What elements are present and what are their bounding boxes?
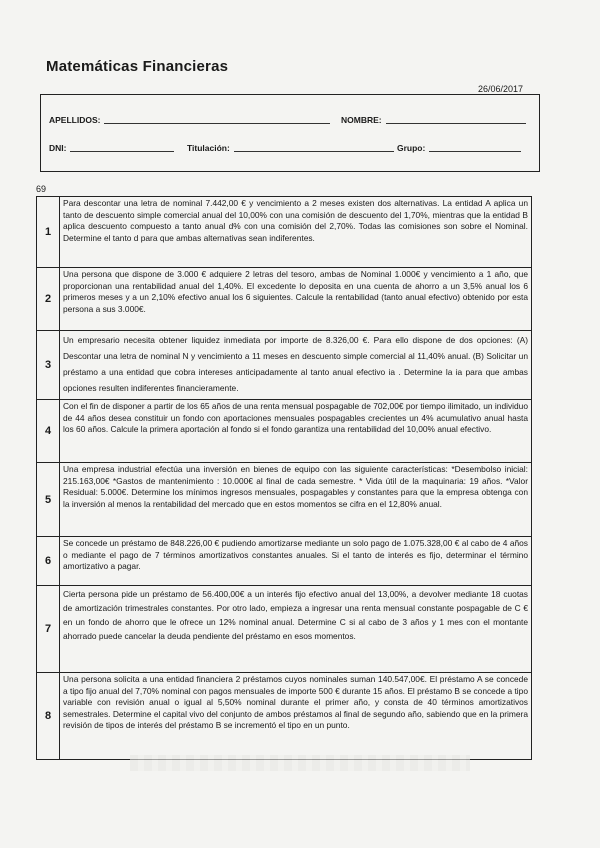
question-text: Una persona que dispone de 3.000 € adquiere 2 letras del tesoro, ambas de Nominal 1.000€ y vencimiento a 1 año, que proporcionan una rentabilidad anual del 1,40%. El excedente lo deposita en una cuenta de ahorro a un 3,5% anual los 6 primeros meses y a un 2,10% efectivo anual los 6 siguientes. Calcule la rentabilidad (tanto anual efectivo) obtenido por esta persona a sus 3.000€. <box>60 268 532 331</box>
nombre-label: NOMBRE: <box>341 115 382 125</box>
nombre-field[interactable] <box>386 115 526 124</box>
dni-label: DNI: <box>49 143 67 153</box>
apellidos-label: APELLIDOS: <box>49 115 101 125</box>
question-text: Se concede un préstamo de 848.226,00 € pudiendo amortizarse mediante un solo pago de 1.075.328,00 € al cabo de 4 años o mediante el pago de 7 términos amortizativos constantes anuales. Si el tanto de interés es fijo, determinar el término amortizativo a pagar. <box>60 537 532 586</box>
grupo-label: Grupo: <box>397 143 426 153</box>
questions-table <box>36 196 532 760</box>
student-info-box <box>40 94 540 172</box>
question-number: 4 <box>37 400 60 463</box>
table-row <box>37 537 532 586</box>
question-text: Una empresa industrial efectúa una inversión en bienes de equipo con las siguiente características: *Desembolso inicial: 215.163,00€ *Gastos de mantenimiento : 10.000€ al final de cada semestre. * Vida útil de la maquinaria: 19 años. *Valor Residual: 5.000€. Determine los mínimos ingresos mensuales, pospagables y constantes para que la empresa obtenga con la inversión al menos la rentabilidad del mercado que en estos momentos se cifra en el 12,80% anual. <box>60 463 532 537</box>
question-text: Para descontar una letra de nominal 7.442,00 € y vencimiento a 2 meses existen dos alternativas. La entidad A aplica un tanto de descuento simple comercial anual del 10,00% con una comisión de descuento del 1,70%, mientras que la entidad B aplica descuento compuesto a tanto anual d% con una comisión del 2,70%. Todas las comisiones son sobre el Nominal. Determine el tanto d para que ambas alternativas sean indiferentes. <box>60 197 532 268</box>
grupo-line <box>397 143 525 153</box>
table-row <box>37 400 532 463</box>
question-number: 7 <box>37 586 60 673</box>
grupo-field[interactable] <box>429 143 521 152</box>
question-number: 8 <box>37 673 60 760</box>
page-number: 69 <box>36 184 47 194</box>
table-row <box>37 463 532 537</box>
question-text: Cierta persona pide un préstamo de 56.400,00€ a un interés fijo efectivo anual del 13,00%, a devolver mediante 18 cuotas de amortización trimestrales constantes. Por otro lado, empieza a ingresar una renta mensual constante pospagable de C € en un fondo de ahorro que le ofrece un 12% nominal anual. Determine C si al cabo de 3 años y 1 mes con el montante ahorrado puede cancelar la deuda pendiente del préstamo en esos momentos. <box>60 586 532 673</box>
question-text: Con el fin de disponer a partir de los 65 años de una renta mensual pospagable de 702,00€ por tiempo ilimitado, un individuo de 44 años desea constituir un fondo con aportaciones mensuales pospagables crecientes un 4% acumulativo anual hasta los 60 años. Calcule la primera aportación al fondo si el fondo garantiza una rentabilidad del 10,00% anual efectivo. <box>60 400 532 463</box>
question-number: 6 <box>37 537 60 586</box>
question-number: 5 <box>37 463 60 537</box>
apellidos-line <box>49 115 334 125</box>
nombre-line <box>341 115 530 125</box>
table-row <box>37 268 532 331</box>
table-row <box>37 331 532 400</box>
question-number: 3 <box>37 331 60 400</box>
titulacion-field[interactable] <box>234 143 394 152</box>
scan-artifact <box>130 755 470 771</box>
table-row <box>37 586 532 673</box>
table-row <box>37 673 532 760</box>
dni-line <box>49 143 178 153</box>
question-number: 1 <box>37 197 60 268</box>
titulacion-label: Titulación: <box>187 143 230 153</box>
titulacion-line <box>187 143 398 153</box>
question-number: 2 <box>37 268 60 331</box>
dni-field[interactable] <box>70 143 174 152</box>
question-text: Un empresario necesita obtener liquidez inmediata por importe de 8.326,00 €. Para ello dispone de dos opciones: (A) Descontar una letra de nominal N y vencimiento a 11 meses en descuento simple comercial al 11,40% anual. (B) Solicitar un préstamo a una entidad que cobra intereses anticipadamente al tanto anual efectivo ia . Determine la ia para que ambas opciones resulten indiferentes financieramente. <box>60 331 532 400</box>
exam-title: Matemáticas Financieras <box>46 58 229 75</box>
apellidos-field[interactable] <box>104 115 330 124</box>
table-row <box>37 197 532 268</box>
exam-date: 26/06/2017 <box>478 84 524 94</box>
question-text: Una persona solicita a una entidad financiera 2 préstamos cuyos nominales suman 140.547,00€. El préstamo A se concede a tipo fijo anual del 7,70% nominal con pagos mensuales de importe 500 € durante 15 años. El préstamo B se concede a tipo variable con revisión anual o igual al 5,50% nominal durante el primer año, y consta de 40 términos amortizativos semestrales. Determine el capital vivo del conjunto de ambos préstamos al final de segundo año, sabiendo que en la primera revisión de tipos de interés del préstamo B se incrementó el tipo en un punto. <box>60 673 532 760</box>
